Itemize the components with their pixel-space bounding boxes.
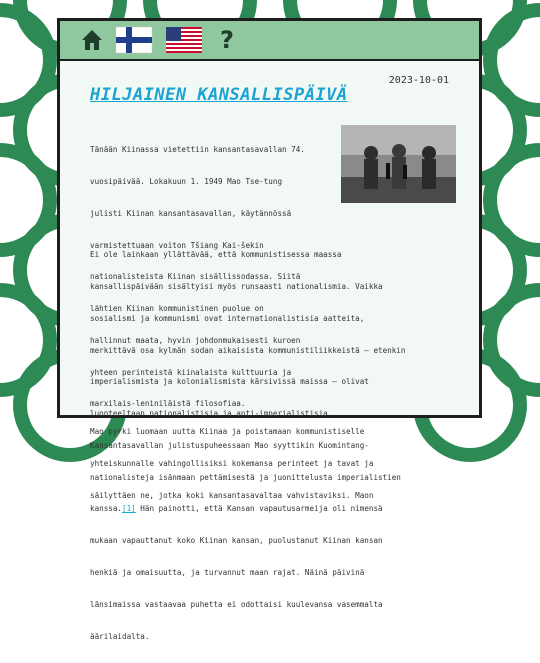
text-line: merkittävä osa kylmän sodan aikaisista kommunistiliikkeistä – etenkin [90, 345, 406, 355]
paragraph-3 [90, 406, 373, 523]
help-button[interactable]: ? [220, 26, 234, 54]
footnote-link[interactable]: [1] [122, 504, 136, 514]
text-line: henkiä ja omaisuutta, ja turvannut maan rajat. Näinä päivinä [90, 568, 365, 577]
text-fragment: Hän painotti, että Kansan vapautusarmeija oli nimensä [135, 504, 383, 514]
article-photo [341, 125, 456, 203]
language-english-button[interactable] [166, 27, 202, 53]
text-line: sosialismi ja kommunismi ovat internationalistisia aatteita, [90, 313, 365, 323]
text-line: kansallispäivään sisältyisi myös runsaasti nationalismia. Vaikka [90, 281, 383, 291]
text-line: varmistettuaan voiton Tšiang Kai-šekin [90, 240, 264, 250]
text-line: lähtien Kiinan kommunistinen puolue on [90, 304, 264, 314]
article-title[interactable]: HILJAINEN KANSALLISPÄIVÄ [90, 85, 348, 105]
text-line: marxilais-leniniläistä filosofiaa. [90, 399, 246, 409]
text-line: julisti Kiinan kansantasavallan, käytännössä [90, 208, 292, 218]
text-line: säilyttäen ne, jotka koki kansantasavaltaa vahvistaviksi. Maon [90, 490, 374, 500]
text-line: nationalisteista Kiinan sisällissodassa. Siitä [90, 272, 301, 282]
navbar [60, 21, 479, 61]
text-line: imperialismista ja kolonialismista kärsivissä maissa – olivat [90, 377, 369, 387]
text-line: äärilaidalta. [90, 631, 150, 641]
text-line: yhteiskunnalle vahingollisiksi kokemansa perinteet ja tavat ja [90, 458, 374, 468]
text-line: Tänään Kiinassa vietettiin kansantasavallan 74. [90, 145, 305, 155]
text-line: vuosipäivää. Lokakuun 1. 1949 Mao Tse-tung [90, 176, 283, 186]
text-line: länsimaissa vastaavaa puhetta ei odottaisi kuulevansa vasemmalta [90, 599, 383, 609]
home-icon [80, 27, 104, 53]
home-button[interactable] [80, 27, 104, 53]
usa-flag-icon [166, 27, 202, 53]
text-line: mukaan vapauttanut koko Kiinan kansan, puolustanut Kiinan kansan [90, 536, 383, 546]
text-line: Kansantasavallan julistuspuheessaan Mao syyttikin Kuomintang- [90, 440, 369, 450]
main-card [57, 18, 482, 641]
text-line: luonteeltaan nationalistisia ja anti-imperialistisia. [90, 409, 333, 419]
text-fragment: kanssa. [90, 504, 123, 514]
article-content [60, 61, 479, 641]
text-line: Mao pyrki luomaan uutta Kiinaa ja poistamaan kommunistiselle [90, 427, 365, 437]
text-line: yhteen perinteistä kiinalaista kulttuuria ja [90, 367, 292, 377]
article-date: 2023-10-01 [388, 75, 449, 86]
text-line: Ei ole lainkaan yllättävää, että kommunistisessa maassa [90, 250, 342, 260]
language-finnish-button[interactable] [116, 27, 152, 53]
text-line: nationalisteja isänmaan pettämisestä ja juonittelusta imperialistien [90, 472, 401, 482]
text-line: hallinnut maata, hyvin johdonmukaisesti kuroen [90, 335, 301, 345]
finland-flag-icon [116, 27, 152, 53]
